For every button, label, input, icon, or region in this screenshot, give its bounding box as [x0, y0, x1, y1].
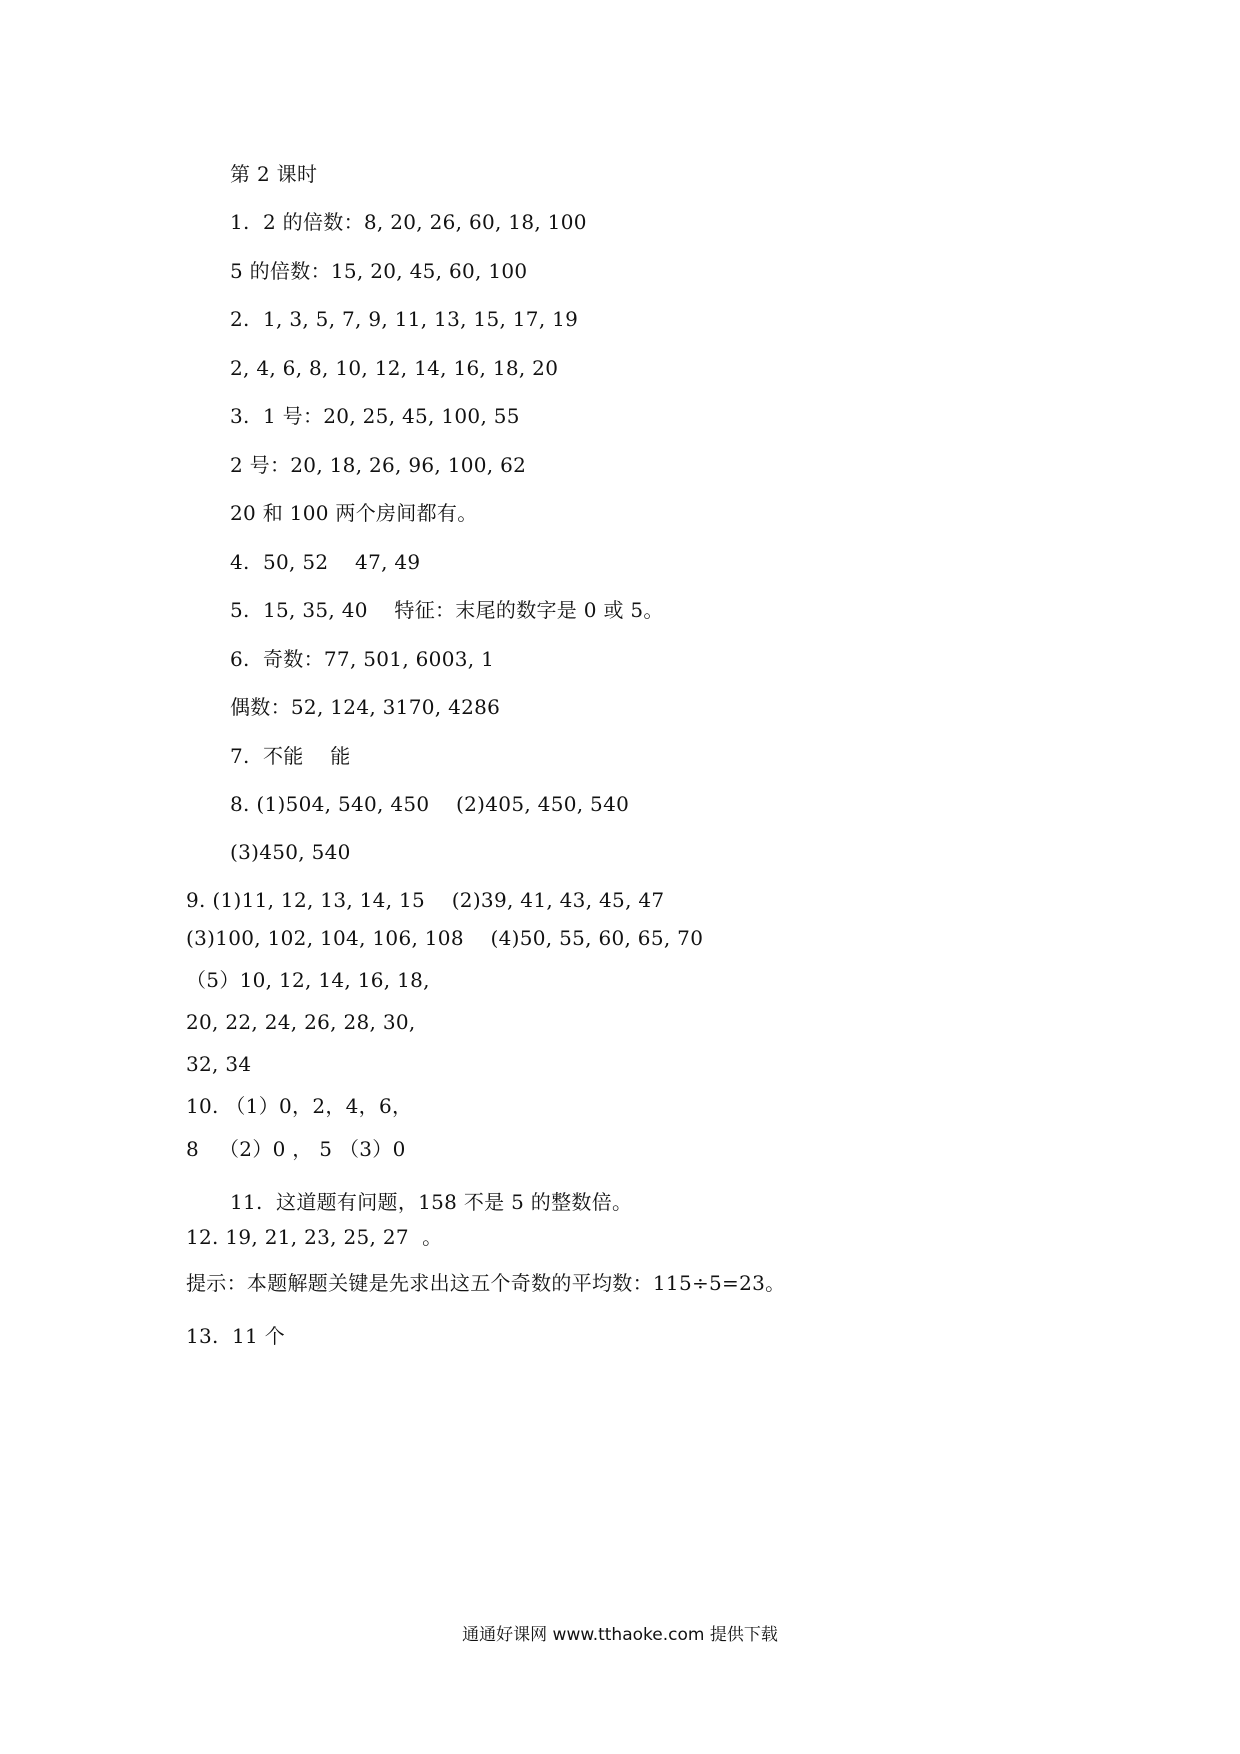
answer-line: 2, 4, 6, 8, 10, 12, 14, 16, 18, 20 [230, 356, 559, 380]
footer-credit: 通通好课网 www.tthaoke.com 提供下载 [462, 1625, 778, 1645]
answer-line: 5. 15, 35, 40 特征：末尾的数字是 0 或 5。 [230, 598, 664, 622]
answer-line: 20, 22, 24, 26, 28, 30, [186, 1010, 416, 1034]
answer-line: 6. 奇数：77, 501, 6003, 1 [230, 647, 495, 671]
answer-line: 11. 这道题有问题，158 不是 5 的整数倍。 [230, 1190, 633, 1214]
answer-line: 2. 1, 3, 5, 7, 9, 11, 13, 15, 17, 19 [230, 307, 579, 331]
hint-line: 提示：本题解题关键是先求出这五个奇数的平均数：115÷5=23。 [186, 1271, 786, 1295]
answer-line: 13. 11 个 [186, 1324, 286, 1348]
answer-line: (3)450, 540 [230, 840, 351, 864]
lesson-heading: 第 2 课时 [230, 162, 318, 186]
answer-line: （5）10, 12, 14, 16, 18, [186, 968, 430, 992]
answer-line: 12. 19, 21, 23, 25, 27 。 [186, 1225, 443, 1249]
answer-line: 4. 50, 52 47, 49 [230, 550, 421, 574]
answer-line: 8. (1)504, 540, 450 (2)405, 450, 540 [230, 792, 630, 816]
answer-line: 3. 1 号：20, 25, 45, 100, 55 [230, 404, 520, 428]
answer-line: 10. （1）0，2，4，6， [186, 1094, 413, 1118]
answer-line: 9. (1)11, 12, 13, 14, 15 (2)39, 41, 43, 45, 47 [186, 888, 665, 912]
answer-line: 偶数：52, 124, 3170, 4286 [230, 695, 501, 719]
answer-line: 32, 34 [186, 1052, 252, 1076]
answer-line: 7. 不能 能 [230, 744, 351, 768]
answer-line: 1. 2 的倍数：8, 20, 26, 60, 18, 100 [230, 210, 587, 234]
answer-line: 5 的倍数：15, 20, 45, 60, 100 [230, 259, 528, 283]
answer-line: 2 号：20, 18, 26, 96, 100, 62 [230, 453, 527, 477]
answer-line: (3)100, 102, 104, 106, 108 (4)50, 55, 60, 65, 70 [186, 926, 704, 950]
answer-line: 20 和 100 两个房间都有。 [230, 501, 478, 525]
answer-line: 8 （2）0 ， 5 （3）0 [186, 1137, 406, 1161]
